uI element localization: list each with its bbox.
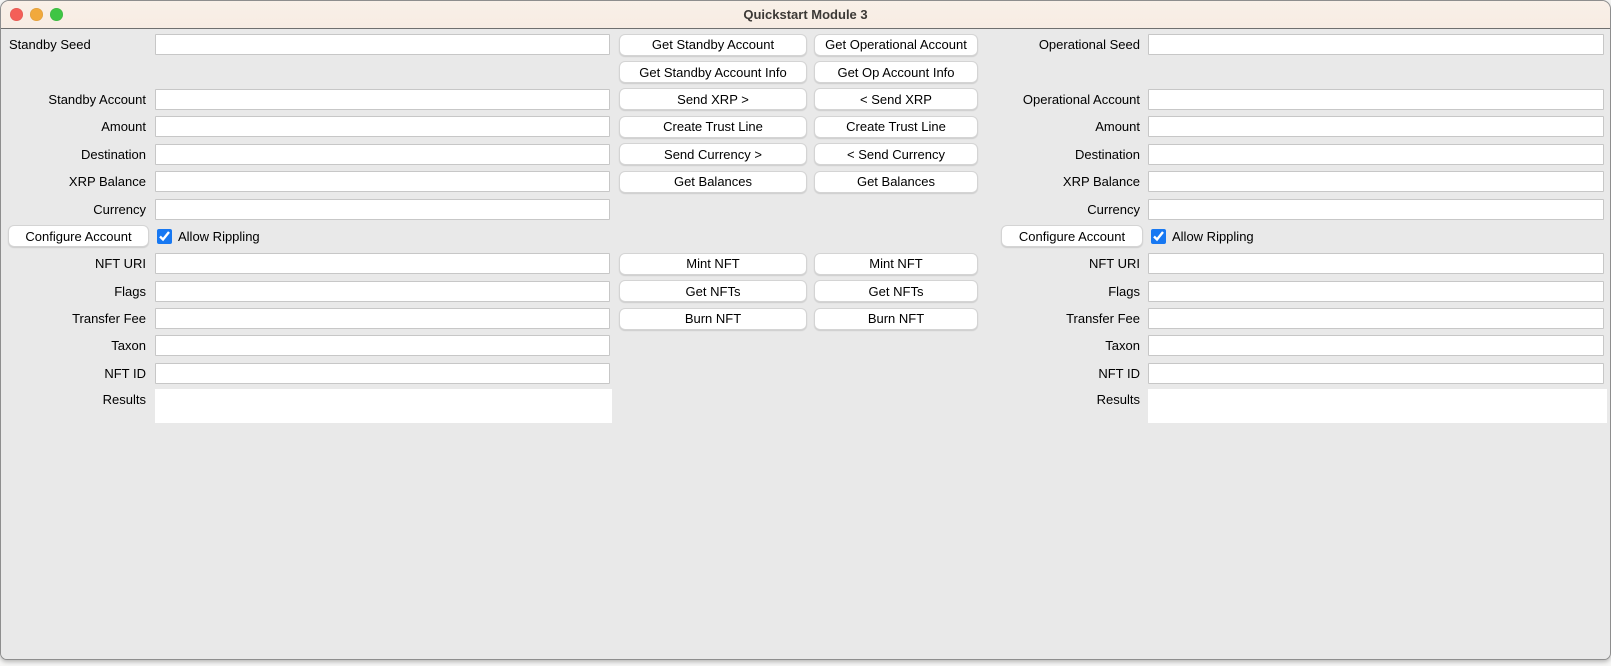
operational-currency-label: Currency <box>1087 201 1140 217</box>
row-nft-id <box>1 360 1610 387</box>
standby-transfer-fee-label: Transfer Fee <box>72 311 146 327</box>
standby-transfer-fee-input[interactable] <box>155 308 610 329</box>
standby-account-label: Standby Account <box>48 91 146 107</box>
standby-create-trust-line-button[interactable]: Create Trust Line <box>619 116 807 138</box>
row-configure <box>1 223 1610 250</box>
operational-nft-uri-input[interactable] <box>1148 253 1604 274</box>
standby-taxon-input[interactable] <box>155 335 610 356</box>
operational-transfer-fee-label: Transfer Fee <box>1066 311 1140 327</box>
standby-destination-label: Destination <box>80 146 146 162</box>
operational-results-label: Results <box>1096 392 1140 408</box>
standby-taxon-label: Taxon <box>111 338 146 354</box>
send-currency-to-operational-button[interactable]: Send Currency > <box>619 143 807 165</box>
send-xrp-to-operational-button[interactable]: Send XRP > <box>619 88 807 110</box>
row-nft-uri <box>1 250 1610 277</box>
operational-account-label: Operational Account <box>1022 91 1140 107</box>
standby-destination-input[interactable] <box>155 144 610 165</box>
operational-flags-label: Flags <box>1108 283 1140 299</box>
operational-configure-account-button[interactable]: Configure Account <box>1001 225 1143 247</box>
standby-get-balances-button[interactable]: Get Balances <box>619 171 807 193</box>
get-op-account-info-button[interactable]: Get Op Account Info <box>814 61 978 83</box>
row-taxon <box>1 332 1610 359</box>
standby-currency-label: Currency <box>93 201 146 217</box>
operational-nft-id-input[interactable] <box>1148 363 1604 384</box>
standby-allow-rippling-label: Allow Rippling <box>178 228 260 244</box>
row-destination <box>1 141 1610 168</box>
row-account-info <box>1 58 1610 85</box>
operational-currency-input[interactable] <box>1148 199 1604 220</box>
row-account <box>1 86 1610 113</box>
row-currency <box>1 195 1610 222</box>
operational-nft-uri-label: NFT URI <box>1088 256 1140 272</box>
standby-nft-id-label: NFT ID <box>104 365 146 381</box>
standby-mint-nft-button[interactable]: Mint NFT <box>619 253 807 275</box>
standby-nft-uri-label: NFT URI <box>94 256 146 272</box>
standby-nft-uri-input[interactable] <box>155 253 610 274</box>
send-currency-to-standby-button[interactable]: < Send Currency <box>814 143 978 165</box>
standby-xrp-balance-input[interactable] <box>155 171 610 192</box>
operational-xrp-balance-input[interactable] <box>1148 171 1604 192</box>
standby-account-input[interactable] <box>155 89 610 110</box>
standby-seed-input[interactable] <box>155 34 610 55</box>
window-title: Quickstart Module 3 <box>743 7 868 22</box>
operational-transfer-fee-input[interactable] <box>1148 308 1604 329</box>
operational-results-textarea[interactable] <box>1148 389 1607 423</box>
standby-seed-label: Standby Seed <box>9 37 91 53</box>
operational-allow-rippling-label: Allow Rippling <box>1172 228 1254 244</box>
standby-burn-nft-button[interactable]: Burn NFT <box>619 308 807 330</box>
operational-destination-label: Destination <box>1074 146 1140 162</box>
operational-amount-label: Amount <box>1095 119 1140 135</box>
standby-allow-rippling-checkbox[interactable] <box>157 229 172 244</box>
window-content <box>1 29 1610 660</box>
operational-taxon-input[interactable] <box>1148 335 1604 356</box>
standby-amount-input[interactable] <box>155 116 610 137</box>
get-standby-account-button[interactable]: Get Standby Account <box>619 34 807 56</box>
standby-xrp-balance-label: XRP Balance <box>68 174 146 190</box>
row-flags <box>1 278 1610 305</box>
standby-nft-id-input[interactable] <box>155 363 610 384</box>
standby-flags-label: Flags <box>114 283 146 299</box>
operational-destination-input[interactable] <box>1148 144 1604 165</box>
operational-xrp-balance-label: XRP Balance <box>1062 174 1140 190</box>
operational-get-nfts-button[interactable]: Get NFTs <box>814 280 978 302</box>
operational-amount-input[interactable] <box>1148 116 1604 137</box>
operational-taxon-label: Taxon <box>1105 338 1140 354</box>
row-xrp-balance <box>1 168 1610 195</box>
get-standby-account-info-button[interactable]: Get Standby Account Info <box>619 61 807 83</box>
row-amount <box>1 113 1610 140</box>
operational-seed-label: Operational Seed <box>1038 37 1140 53</box>
standby-results-textarea[interactable] <box>155 389 612 423</box>
operational-get-balances-button[interactable]: Get Balances <box>814 171 978 193</box>
operational-flags-input[interactable] <box>1148 281 1604 302</box>
operational-create-trust-line-button[interactable]: Create Trust Line <box>814 116 978 138</box>
row-results <box>1 387 1610 660</box>
operational-allow-rippling-checkbox[interactable] <box>1151 229 1166 244</box>
operational-burn-nft-button[interactable]: Burn NFT <box>814 308 978 330</box>
standby-configure-account-button[interactable]: Configure Account <box>8 225 149 247</box>
get-operational-account-button[interactable]: Get Operational Account <box>814 34 978 56</box>
standby-flags-input[interactable] <box>155 281 610 302</box>
row-seed <box>1 31 1610 58</box>
standby-results-label: Results <box>102 392 146 408</box>
title-bar <box>1 1 1610 29</box>
operational-account-input[interactable] <box>1148 89 1604 110</box>
standby-currency-input[interactable] <box>155 199 610 220</box>
send-xrp-to-standby-button[interactable]: < Send XRP <box>814 88 978 110</box>
standby-amount-label: Amount <box>101 119 146 135</box>
row-transfer-fee <box>1 305 1610 332</box>
operational-seed-input[interactable] <box>1148 34 1604 55</box>
operational-nft-id-label: NFT ID <box>1098 365 1140 381</box>
standby-get-nfts-button[interactable]: Get NFTs <box>619 280 807 302</box>
operational-mint-nft-button[interactable]: Mint NFT <box>814 253 978 275</box>
